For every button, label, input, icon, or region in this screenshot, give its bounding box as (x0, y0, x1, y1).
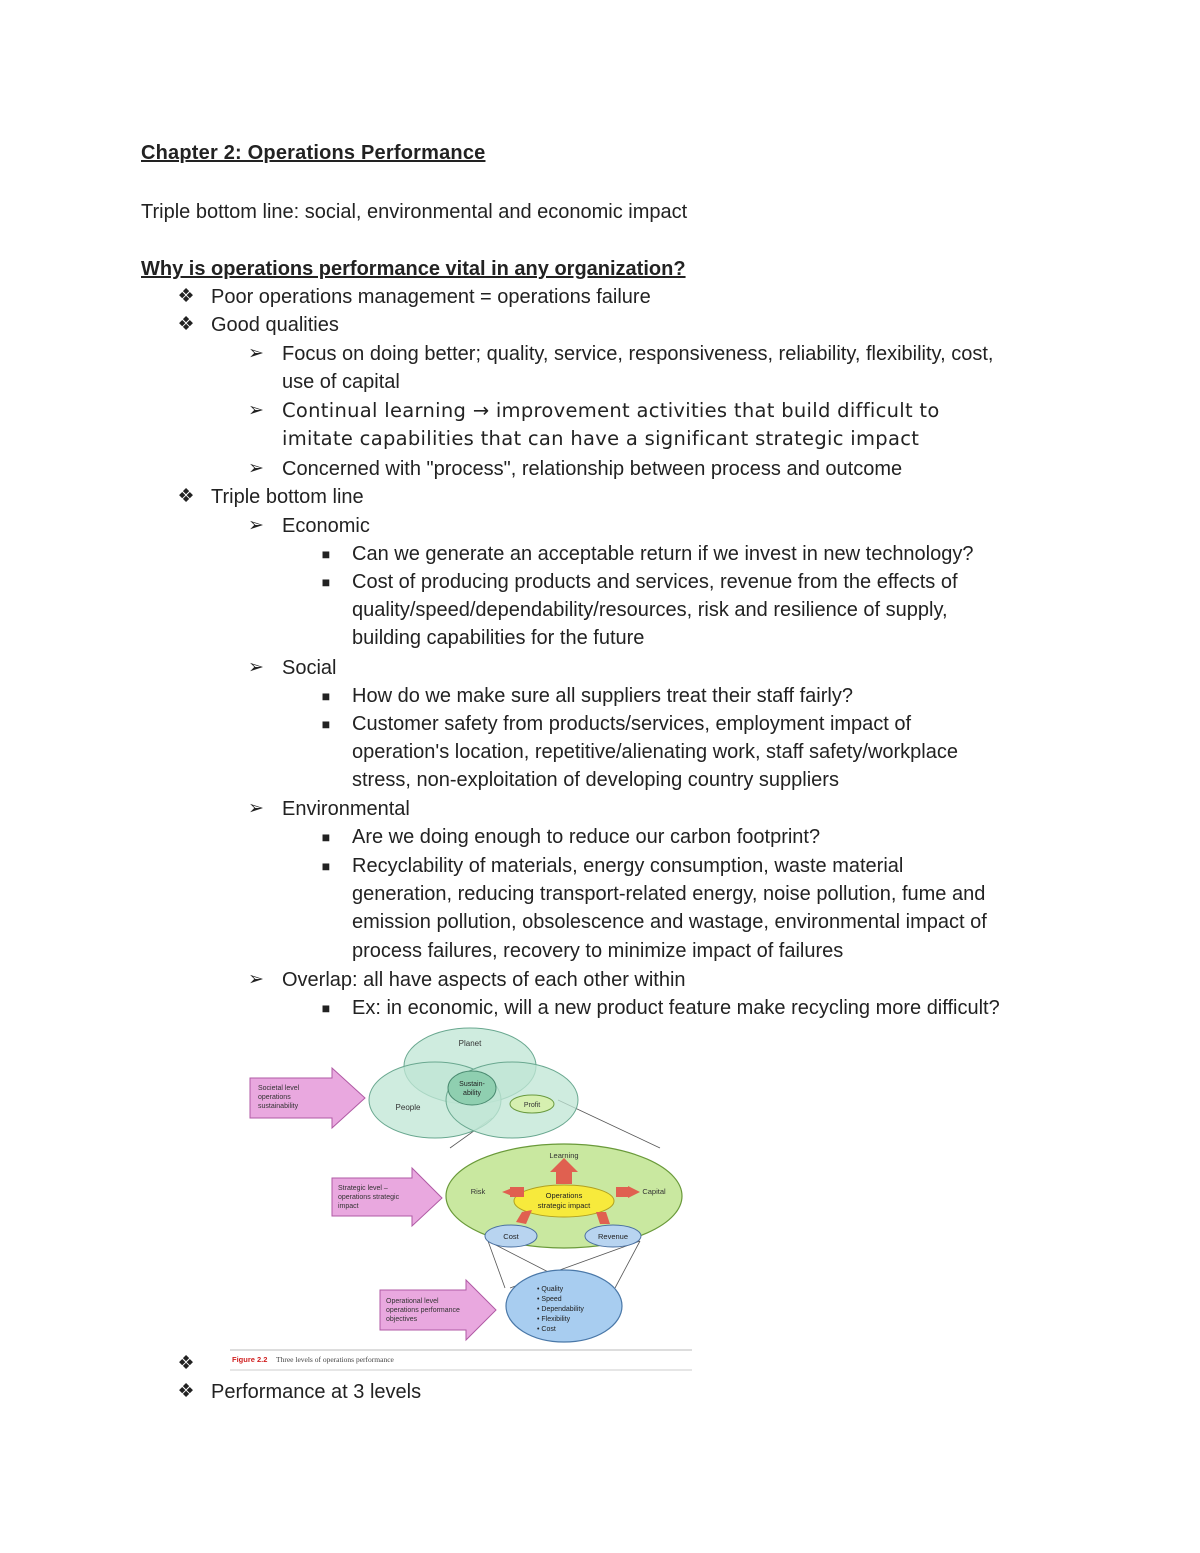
strategic-label: impact (338, 1203, 359, 1210)
list-item: Can we generate an acceptable return if we invest in new technology? (352, 543, 974, 565)
societal-label: operations (258, 1094, 291, 1101)
list-item: Social (282, 657, 337, 679)
arrow-bullet-icon: ➢ (248, 343, 264, 364)
capital-arrow (616, 1187, 630, 1197)
societal-label: Societal level (258, 1085, 300, 1092)
square-bullet-icon: ■ (321, 716, 331, 732)
section-heading: Why is operations performance vital in any organization? (141, 258, 686, 280)
caption-label: Figure 2.2 (232, 1355, 268, 1364)
diamond-bullet-icon: ❖ (177, 314, 195, 335)
list-item: Good qualities (211, 314, 339, 336)
sustainability-label: ability (463, 1090, 481, 1097)
list-item: Are we doing enough to reduce our carbon footprint? (352, 826, 821, 848)
arrow-bullet-icon: ➢ (248, 969, 264, 990)
list-item: Overlap: all have aspects of each other within (282, 969, 686, 991)
societal-label: sustainability (258, 1103, 299, 1110)
square-bullet-icon: ■ (321, 858, 331, 874)
risk-label: Risk (470, 1187, 486, 1196)
diamond-bullet-icon: ❖ (177, 286, 195, 307)
ops-impact-label: Operations (545, 1191, 583, 1200)
strategic-label: operations strategic (338, 1194, 400, 1201)
list-item: Cost of producing products and services, revenue from the effects of (352, 571, 958, 593)
square-bullet-icon: ■ (321, 574, 331, 590)
list-item: Concerned with "process", relationship between process and outcome (282, 458, 903, 480)
objective-item: • Quality (537, 1286, 564, 1293)
list-item: Ex: in economic, will a new product feature make recycling more difficult? (352, 997, 1000, 1019)
ops-impact-label: strategic impact (537, 1201, 591, 1210)
list-item-continuation: use of capital (282, 371, 400, 393)
list-item-continuation: building capabilities for the future (352, 627, 645, 649)
diamond-bullet-icon: ❖ (177, 486, 195, 507)
list-item: How do we make sure all suppliers treat their staff fairly? (352, 685, 853, 707)
arrow-bullet-icon: ➢ (248, 458, 264, 479)
list-item: Environmental (282, 798, 410, 820)
list-item-continuation: imitate capabilities that can have a significant strategic impact (282, 427, 920, 450)
sustainability-core (448, 1071, 496, 1105)
square-bullet-icon: ■ (321, 688, 331, 704)
objective-item: • Speed (537, 1296, 562, 1303)
square-bullet-icon: ■ (321, 1000, 331, 1016)
three-levels-figure (230, 1026, 692, 1372)
page-title: Chapter 2: Operations Performance (141, 142, 486, 164)
list-item-continuation: generation, reducing transport-related energy, noise pollution, fume and (352, 883, 986, 905)
arrow-bullet-icon: ➢ (248, 515, 264, 536)
list-item-continuation: stress, non-exploitation of developing country suppliers (352, 769, 839, 791)
intro-text: Triple bottom line: social, environmental and economic impact (141, 201, 688, 223)
learning-label: Learning (549, 1151, 579, 1160)
square-bullet-icon: ■ (321, 829, 331, 845)
list-item-continuation: operation's location, repetitive/alienating work, staff safety/workplace (352, 741, 958, 763)
connector-line (615, 1241, 640, 1288)
list-item: Triple bottom line (211, 486, 364, 508)
planet-label: Planet (458, 1039, 482, 1048)
risk-arrow (510, 1187, 524, 1197)
list-item: Performance at 3 levels (211, 1381, 422, 1403)
arrow-bullet-icon: ➢ (248, 657, 264, 678)
people-label: People (395, 1103, 421, 1112)
revenue-label: Revenue (597, 1232, 629, 1241)
square-bullet-icon: ■ (321, 546, 331, 562)
objective-item: • Cost (537, 1326, 556, 1333)
sustainability-label: Sustain- (459, 1081, 485, 1088)
diamond-bullet-icon: ❖ (177, 1381, 195, 1402)
list-item: Customer safety from products/services, employment impact of (352, 713, 912, 735)
list-item-continuation: process failures, recovery to minimize impact of failures (352, 940, 844, 962)
list-item-continuation: emission pollution, obsolescence and wastage, environmental impact of (352, 911, 987, 933)
list-item: Continual learning → improvement activities that build difficult to (282, 399, 940, 422)
strategic-label: Strategic level – (338, 1185, 388, 1192)
operational-label: operations performance (386, 1307, 460, 1314)
list-item: Economic (282, 515, 370, 537)
profit-label: Profit (523, 1102, 541, 1109)
caption-text: Three levels of operations performance (276, 1355, 394, 1364)
list-item: Focus on doing better; quality, service, responsiveness, reliability, flexibility, cost, (282, 343, 994, 365)
capital-label: Capital (642, 1187, 666, 1196)
list-item: Poor operations management = operations failure (211, 286, 651, 308)
list-item-continuation: quality/speed/dependability/resources, risk and resilience of supply, (352, 599, 948, 621)
cost-label: Cost (503, 1232, 519, 1241)
arrow-bullet-icon: ➢ (248, 798, 264, 819)
operational-label: objectives (386, 1316, 418, 1323)
objective-item: • Flexibility (537, 1316, 571, 1323)
list-item: Recyclability of materials, energy consumption, waste material (352, 855, 904, 877)
diamond-bullet-icon: ❖ (177, 1353, 195, 1374)
objective-item: • Dependability (537, 1306, 584, 1313)
arrow-bullet-icon: ➢ (248, 400, 264, 421)
operational-label: Operational level (386, 1298, 439, 1305)
